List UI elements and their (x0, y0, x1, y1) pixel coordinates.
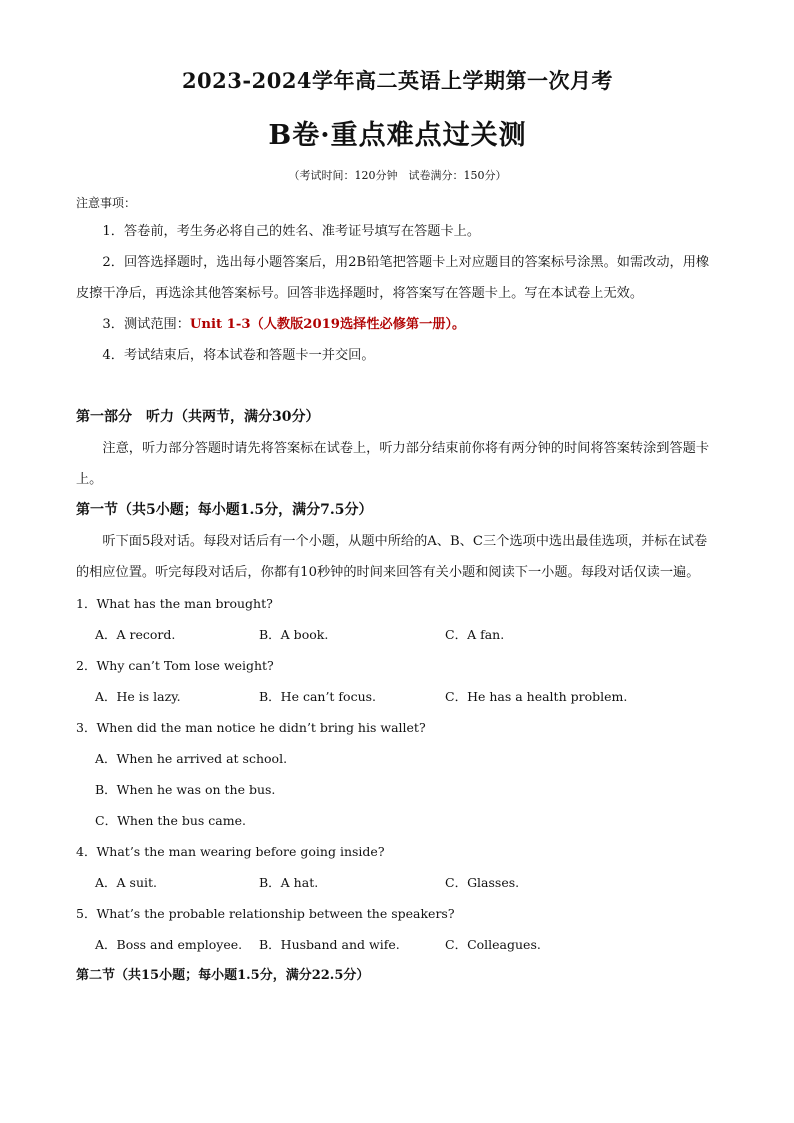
question-3-option-b: B．When he was on the bus. (95, 782, 276, 797)
section1-heading: 第一节（共5小题；每小题1.5分，满分7.5分） (76, 502, 373, 518)
question-2-option-c: C．He has a health problem. (445, 689, 628, 704)
notice-title: 注意事项： (76, 196, 137, 210)
question-5-option-b: B．Husband and wife. (259, 937, 400, 952)
question-4-option-b: B．A hat. (259, 875, 319, 890)
section2-heading: 第二节（共15小题；每小题1.5分，满分22.5分） (76, 968, 370, 983)
question-1-option-b: B．A book. (259, 627, 329, 642)
question-2-option-a: A．He is lazy. (95, 689, 181, 704)
question-4: 4．What’s the man wearing before going inside? (76, 844, 385, 859)
question-3-option-a: A．When he arrived at school. (95, 751, 288, 766)
notice-item-1: 1．答卷前，考生务必将自己的姓名、准考证号填写在答题卡上。 (102, 224, 481, 239)
question-2: 2．Why can’t Tom lose weight? (76, 658, 274, 673)
exam-info: （考试时间：120分钟 试卷满分：150分） (288, 169, 507, 182)
exam-title: 2023-2024学年高二英语上学期第一次月考 (181, 68, 614, 93)
question-3: 3．When did the man notice he didn’t bring his wallet? (76, 720, 426, 735)
question-5-option-c: C．Colleagues. (445, 937, 541, 952)
section1-instructions: 听下面5段对话。每段对话后有一个小题，从题中所给的A、B、C三个选项中选出最佳选项，并标在试卷的相应位置。听完每段对话后，你都有10秒钟的时间来回答有关小题和阅读下一小题。每段对话仅读一遍。 (76, 534, 708, 580)
question-3-option-c: C．When the bus came. (95, 813, 246, 828)
question-5: 5．What’s the probable relationship between the speakers? (76, 906, 455, 921)
exam-subtitle: B卷·重点难点过关测 (268, 120, 527, 151)
question-1-option-a: A．A record. (95, 627, 176, 642)
question-1: 1．What has the man brought? (76, 596, 273, 611)
question-4-option-a: A．A suit. (95, 875, 157, 890)
question-1-option-c: C．A fan. (445, 627, 505, 642)
test-scope: Unit 1-3（人教版2019选择性必修第一册）。 (189, 317, 466, 332)
question-4-options (76, 867, 719, 898)
notice-item-4: 4．考试结束后，将本试卷和答题卡一并交回。 (102, 348, 375, 363)
question-5-option-a: A．Boss and employee. (95, 937, 243, 952)
question-2-options (76, 681, 719, 712)
part1-note: 注意，听力部分答题时请先将答案标在试卷上，听力部分结束前你将有两分钟的时间将答案转涂到答题卡上。 (76, 441, 710, 487)
question-4-option-c: C．Glasses. (445, 875, 520, 890)
notice-item-2: 2．回答选择题时，选出每小题答案后，用2B铅笔把答题卡上对应题目的答案标号涂黑。如需改动，用橡皮擦干净后，再选涂其他答案标号。回答非选择题时，将答案写在答题卡上。写在本试卷上无效。 (76, 255, 710, 301)
part1-heading: 第一部分 听力（共两节，满分30分） (76, 409, 320, 425)
notice-item-3 (76, 309, 719, 340)
notice-item-3-label: 3．测试范围： (102, 317, 190, 332)
question-2-option-b: B．He can’t focus. (259, 689, 377, 704)
question-5-options (76, 929, 719, 960)
question-1-options (76, 619, 719, 650)
